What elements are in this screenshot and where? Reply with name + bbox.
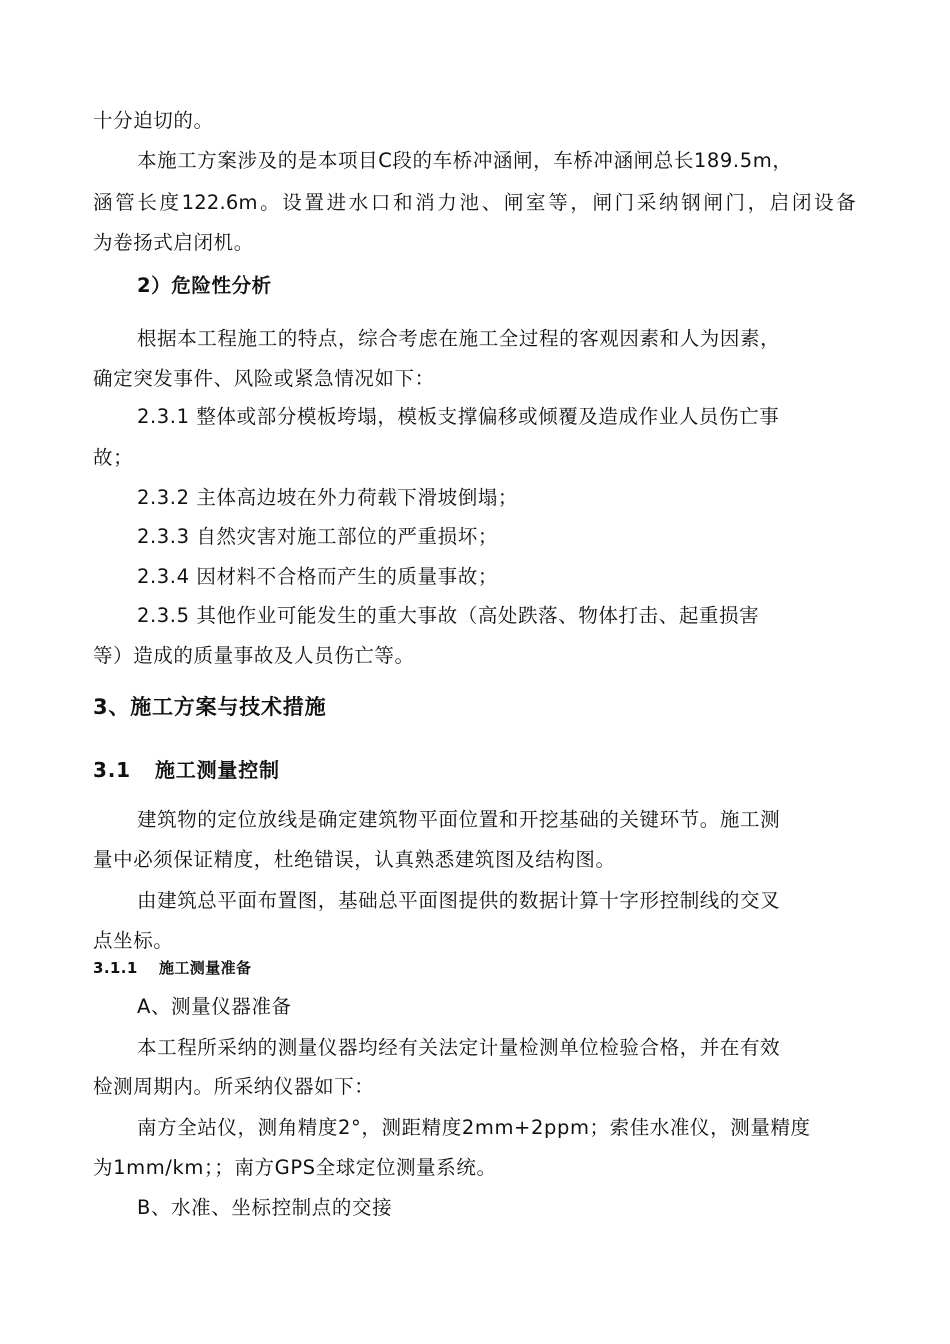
body-paragraph-line: 检测周期内。所采纳仪器如下： xyxy=(93,1075,375,1098)
risk-paragraph-line: 根据本工程施工的特点，综合考虑在施工全过程的客观因素和人为因素， xyxy=(137,327,781,350)
subsection-title: 施工测量准备 xyxy=(159,959,252,977)
body-paragraph-line: 量中必须保证精度，杜绝错误，认真熟悉建筑图及结构图。 xyxy=(93,848,616,871)
risk-item: 2.3.5 其他作业可能发生的重大事故（高处跌落、物体打击、起重损害 xyxy=(137,604,760,627)
risk-paragraph-line: 确定突发事件、风险或紧急情况如下： xyxy=(93,367,435,390)
chapter-heading: 3、施工方案与技术措施 xyxy=(93,695,327,719)
list-item-b: B、水准、坐标控制点的交接 xyxy=(137,1196,393,1219)
list-item-a: A、测量仪器准备 xyxy=(137,995,292,1018)
risk-item-continuation: 等）造成的质量事故及人员伤亡等。 xyxy=(93,644,415,667)
body-paragraph-line: 本工程所采纳的测量仪器均经有关法定计量检测单位检验合格，并在有效 xyxy=(137,1036,781,1059)
intro-paragraph-line: 为卷扬式启闭机。 xyxy=(93,231,254,254)
body-paragraph-line: 为1mm/km；；南方GPS全球定位测量系统。 xyxy=(93,1156,497,1179)
body-paragraph-line: 由建筑总平面布置图，基础总平面图提供的数据计算十字形控制线的交叉 xyxy=(137,889,781,912)
risk-item: 2.3.2 主体高边坡在外力荷载下滑坡倒塌； xyxy=(137,486,519,509)
risk-item: 2.3.4 因材料不合格而产生的质量事故； xyxy=(137,565,498,588)
risk-item: 2.3.3 自然灾害对施工部位的严重损坏； xyxy=(137,525,498,548)
body-paragraph-line: 点坐标。 xyxy=(93,929,174,952)
intro-paragraph-line: 涵管长度122.6m。设置进水口和消力池、闸室等，闸门采纳钢闸门，启闭设备 xyxy=(93,191,856,214)
section-title: 施工测量控制 xyxy=(155,758,280,782)
subsection-heading xyxy=(93,955,251,981)
risk-analysis-heading: 2）危险性分析 xyxy=(137,274,272,297)
section-number: 3.1 xyxy=(93,758,131,782)
risk-item: 2.3.1 整体或部分模板垮塌，模板支撑偏移或倾覆及造成作业人员伤亡事 xyxy=(137,405,780,428)
section-heading xyxy=(93,757,280,783)
body-paragraph-line: 南方全站仪，测角精度2°，测距精度2mm+2ppm；索佳水准仪，测量精度 xyxy=(137,1116,811,1139)
risk-item-continuation: 故； xyxy=(93,446,134,469)
intro-paragraph-line: 本施工方案涉及的是本项目C段的车桥冲涵闸，车桥冲涵闸总长189.5m， xyxy=(137,149,793,172)
subsection-number: 3.1.1 xyxy=(93,959,138,977)
body-paragraph-line: 建筑物的定位放线是确定建筑物平面位置和开挖基础的关键环节。施工测 xyxy=(137,808,781,831)
intro-line: 十分迫切的。 xyxy=(93,109,214,132)
